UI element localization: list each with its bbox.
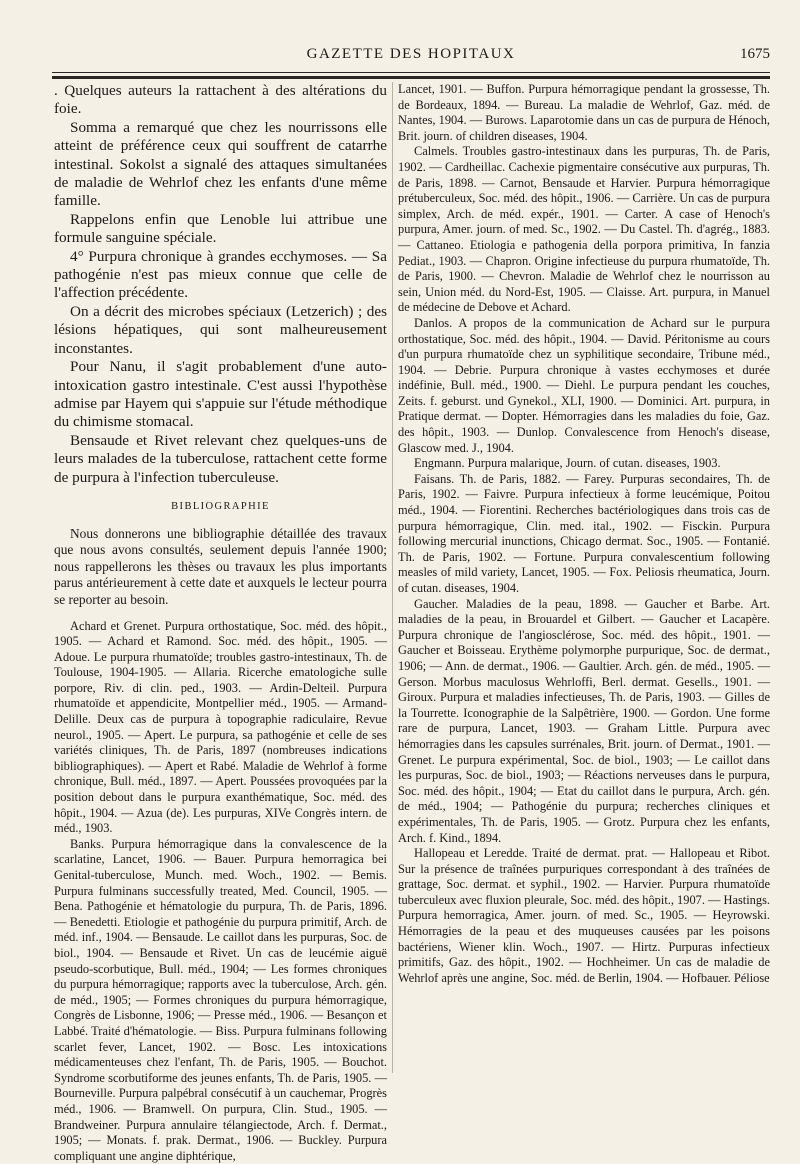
section-heading: BIBLIOGRAPHIE [171, 500, 270, 512]
paragraph: Somma a remarqué que chez les nourrissons elle atteint de préférence ceux qui souffrent de catarrhe intestinal. Sokolst a signalé des attaques simultanées de maladie de Wehrlof chez les enfants d'une même famille. [54, 118, 387, 210]
reference-group: Engmann. Purpura malarique, Journ. of cutan. diseases, 1903. [414, 456, 721, 471]
reference-group: Lancet, 1901. — Buffon. Purpura hémorragique pendant la grossesse, Th. de Bordeaux, 1894. — Bureau. La maladie de Wehrlof, Gaz. méd. de Nantes, 1904. — Burows. Laparotomie dans un cas de purpura de Hénoch, Brit. journ. of children diseases, 1904. [398, 82, 770, 143]
paragraph: On a décrit des microbes spéciaux (Letzerich) ; des lésions hépatiques, qui sont malheureusement inconstantes. [54, 302, 387, 357]
journal-title: GAZETTE DES HOPITAUX [306, 46, 516, 62]
paragraph: 4° Purpura chronique à grandes ecchymoses. — Sa pathogénie n'est pas mieux connue que celle de l'affection précédente. [54, 247, 387, 302]
header-rule-thin [52, 72, 770, 73]
bibliography-intro: Nous donnerons une bibliographie détaillée des travaux que nous avons consultés, seulement depuis l'année 1900; nous rappellerons les thèses ou travaux les plus importants parus antérieurement à cette date et auxquels le lecteur pourra se reporter au besoin. [54, 525, 387, 607]
reference-group: Faisans. Th. de Paris, 1882. — Farey. Purpuras secondaires, Th. de Paris, 1902. — Faivre. Purpura infectieux à forme leucémique, Poitou méd., 1904. — Fiorentini. Recherches bactériologiques dans trois cas de purpura hémorragique, Clin. med. ital., 1902. — Fisckin. Purpura following mercurial inunctions, Chicago dermat. Soc., 1905. — Fontanié. Th. de Paris, 1902. — Fortune. Purpura convalescentium following measles of mild variety, Lancet, 1905. — Fox. Peliosis rheumatica, Journ. of cutan. diseases, 1904. [398, 471, 770, 595]
paragraph: Rappelons enfin que Lenoble lui attribue une formule sanguine spéciale. [54, 210, 387, 247]
right-column [398, 82, 770, 1093]
column-divider [392, 82, 393, 1073]
header-rule-thick [52, 76, 770, 79]
left-column [54, 82, 387, 1163]
paragraph: Pour Nanu, il s'agit probablement d'une auto-intoxication gastro intestinale. C'est aussi l'hypothèse admise par Hayem qui s'appuie sur l'étude méthodique du chimisme stomacal. [54, 358, 387, 431]
reference-group: Banks. Purpura hémorragique dans la convalescence de la scarlatine, Lancet, 1906. — Bauer. Purpura hemorragica bei Genital-tuberculose, Munch. med. Woch., 1902. — Bemis. Purpura fulminans successfully treated, Med. Council, 1905. — Bena. Pathogénie et hématologie du purpura, Th. de Paris, 1896. — Benedetti. Etiologie et pathogénie du purpura primitif, Arch. de méd. inf., 1904. — Bensaude. Le caillot dans les purpuras, Soc. de biol., 1904. — Bensaude et Rivet. Un cas de leucémie aiguë pseudo-scorbutique, Bull. méd., 1904; — Les formes chroniques du purpura hémorragique; rapports avec la tuberculose, Arch. gén. de méd., 1905; — Formes chroniques du purpura hémorragique, Congrès de Lisbonne, 1906; — Presse méd., 1906. — Besançon et Labbé. Traité d'hématologie. — Biss. Purpura fulminans following scarlet fever, Lancet, 1902. — Bosc. Les intoxications médicamenteuses chez l'enfant, Th. de Paris, 1905. — Bouchot. Syndrome scorbutiforme des jeunes enfants, Th. de Paris, 1905. — Bourneville. Purpura palpébral consécutif à un cauchemar, Progrès méd., 1906. — Bramwell. On purpura, Clin. Stud., 1905. — Brandweiner. Purpura annulaire télangiectode, Arch. f. Dermat., 1905; — Monats. f. prak. Dermat., 1906. — Buckley. Purpura compliquant une angine diphtérique, [54, 836, 387, 1163]
reference-group: Danlos. A propos de la communication de Achard sur le purpura orthostatique, Soc. méd. des hôpit., 1904. — David. Péritonisme au cours d'un purpura rhumatoïde chez un syphilitique secondaire, Tribune méd., 1904. — Debrie. Purpura chronique à vastes ecchymoses et durée indéfinie, Bull. méd., 1900. — Diehl. Le purpura pendant les couches, Zeits. f. geburst. und Gynekol., XLI, 1900. — Dominici. Art. purpura, in Pratique dermat. — Dopter. Hémorragies dans les maladies du foie, Gaz. des hôpit., 1903. — Dunlop. Convalescence from Henoch's disease, Glascow med. J., 1904. [398, 315, 770, 455]
paragraph: Bensaude et Rivet relevant chez quelques-uns de leurs malades de la tuberculose, rattachent cette forme de purpura à l'infection tuberculeuse. [54, 431, 387, 486]
reference-group: Calmels. Troubles gastro-intestinaux dans les purpuras, Th. de Paris, 1902. — Cardheillac. Cachexie pigmentaire consécutive aux purpuras, Th. de Paris, 1898. — Carnot, Bensaude et Harvier. Purpura hémorragique prétuberculeux, Soc. méd. des hôpit., 1906. — Carrière. Un cas de purpura simplex, Arch. de méd. expér., 1901. — Carter. A case of Henoch's purpura, Amer. journ. of med. Sc., 1902. — Du Castel. Th. d'agrég., 1883. — Cattaneo. Etiologia e pathogenia della porpora primitiva, In fanzia Pediat., 1903. — Chapron. Origine infectieuse du purpura rhumatoïde, Th. de Paris, 1900. — Chevron. Maladie de Wehrlof chez le nourrisson au sein, Union méd. du Nord-Est, 1905. — Claisse. Art. purpura, in Manuel de médecine de Debove et Achard. [398, 144, 770, 315]
page-header [52, 40, 770, 66]
paragraph: . Quelques auteurs la rattachent à des altérations du foie. [54, 82, 387, 118]
reference-group: Achard et Grenet. Purpura orthostatique, Soc. méd. des hôpit., 1905. — Achard et Ramond. Soc. méd. des hôpit., 1905. — Adoue. Le purpura rhumatoïde; troubles gastro-intestinaux, Th. de Toulouse, 1904-1905. — Allaria. Ricerche ematologiche sulle porpore, Riv. di clin. ped., 1903. — Ardin-Delteil. Purpura rhumatoïde et appendicite, Montpellier méd., 1905. — Armand-Delille. Deux cas de purpura à topographie radiculaire, Revue neurol., 1905. — Apert. Le purpura, sa pathogénie et celle de ses variétés cliniques, Th. de Paris, 1897 (nombreuses indications bibliographiques). — Apert et Rabé. Maladie de Wehrlof à forme chronique, Bull. méd., 1897. — Apert. Poussées provoquées par la position debout dans le purpura exanthématique, Soc. méd. des hôpit., 1904. — Azua (de). Les purpuras, XIVe Congrès intern. de méd., 1903. [54, 618, 387, 836]
page-number: 1675 [740, 46, 770, 62]
reference-group: Gaucher. Maladies de la peau, 1898. — Gaucher et Barbe. Art. maladies de la peau, in Brouardel et Gilbert. — Gaucher et Lacapère. Purpura chronique de l'angiosclérose, Soc. méd. des hôpit., 1901. — Gaucher et Boisseau. Erythème polymorphe purpurique, Soc. de dermat., 1906; — Ann. de dermat., 1906. — Gaultier. Arch. gén. de méd., 1905. — Gerson. Morbus maculosus Wehrloffi, Berl. dermat. Gesells., 1901. — Giroux. Purpura et maladies infectieuses, Th. de Paris, 1903. — Gilles de la Tourrette. Iconographie de la Salpêtrière, 1900. — Gordon. Une forme rare de purpura, Lancet, 1903. — Graham Little. Purpura avec hémorragies dans les capsules surrénales, Brit. journ. of Dermat., 1901. — Grenet. Le purpura expérimental, Soc. de biol., 1903; — Le caillot dans les purpuras, Soc. de biol., 1903; — Réactions nerveuses dans le purpura, Soc. méd. des hôpit., 1904; — Etat du caillot dans le purpura, Arch. gén. de méd., 1904; — Pathogénie du purpura; recherches cliniques et expérimentales, Th. de Paris, 1905. — Grotz. Purpura chez les enfants, Arch. f. Kind., 1894. [398, 596, 770, 845]
reference-group: Hallopeau et Leredde. Traité de dermat. prat. — Hallopeau et Ribot. Sur la présence de traînées purpuriques correspondant à des traînées de grattage, Soc. dermat. et syphil., 1902. — Harvier. Purpura rhumatoïde tuberculeux avec fluxion pleurale, Soc. méd. des hôpit., 1907. — Hastings. Purpura hemorragica, Amer. journ. of med. Sc., 1905. — Heyrowski. Hémorragies de la peau et des muqueuses causées par les poisons bactériens, Wiener klin. Woch., 1907. — Hirtz. Purpuras infectieux primitifs, Gaz. des hôpit., 1902. — Hochheimer. Un cas de maladie de Wehrlof après une angine, Soc. méd. de Berlin, 1904. — Hofbauer. Péliose [398, 846, 770, 985]
